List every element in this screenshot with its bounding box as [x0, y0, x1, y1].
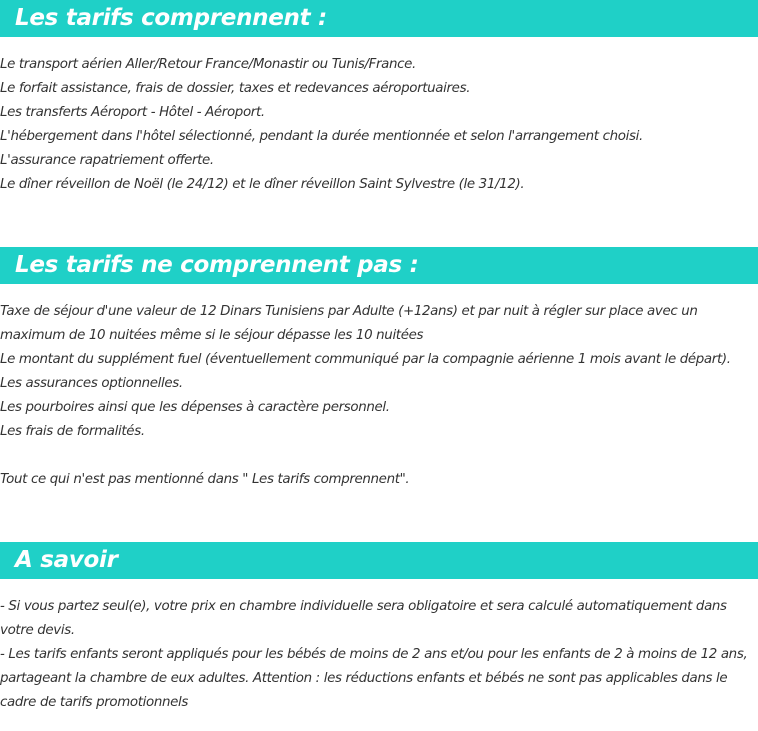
list-item: Les transferts Aéroport - Hôtel - Aéroport.	[0, 105, 265, 120]
good-to-know-list	[0, 595, 758, 715]
list-item: - Les tarifs enfants seront appliqués pour les bébés de moins de 2 ans et/ou pour les enfants de 2 à moins de 12 ans, partageant la chambre de eux adultes. Attention : les réductions enfants et bébés ne sont pas applicables dans le cadre de tarifs promotionnels	[0, 647, 748, 710]
list-item: Le dîner réveillon de Noël (le 24/12) et le dîner réveillon Saint Sylvestre (le 31/12).	[0, 177, 525, 192]
section-title-good-to-know: A savoir	[0, 542, 758, 579]
list-item: L'assurance rapatriement offerte.	[0, 153, 214, 168]
list-item: Le transport aérien Aller/Retour France/Monastir ou Tunis/France.	[0, 57, 416, 72]
list-item: - Si vous partez seul(e), votre prix en chambre individuelle sera obligatoire et sera calculé automatiquement dans votre devis.	[0, 599, 727, 638]
list-item: Les assurances optionnelles.	[0, 376, 183, 391]
list-item: Tout ce qui n'est pas mentionné dans " Les tarifs comprennent".	[0, 472, 410, 487]
section-title-included: Les tarifs comprennent :	[0, 0, 758, 37]
list-item: Taxe de séjour d'une valeur de 12 Dinars Tunisiens par Adulte (+12ans) et par nuit à régler sur place avec un maximum de 10 nuitées même si le séjour dépasse les 10 nuitées	[0, 304, 698, 343]
included-list	[0, 53, 758, 197]
list-item: Les frais de formalités.	[0, 424, 145, 439]
list-item: Les pourboires ainsi que les dépenses à caractère personnel.	[0, 400, 390, 415]
list-item: Le montant du supplément fuel (éventuellement communiqué par la compagnie aérienne 1 mois avant le départ).	[0, 352, 731, 367]
list-spacer	[0, 444, 758, 468]
list-item: L'hébergement dans l'hôtel sélectionné, pendant la durée mentionnée et selon l'arrangement choisi.	[0, 129, 643, 144]
not-included-list	[0, 300, 758, 492]
list-item: Le forfait assistance, frais de dossier, taxes et redevances aéroportuaires.	[0, 81, 471, 96]
section-title-not-included: Les tarifs ne comprennent pas :	[0, 247, 758, 284]
